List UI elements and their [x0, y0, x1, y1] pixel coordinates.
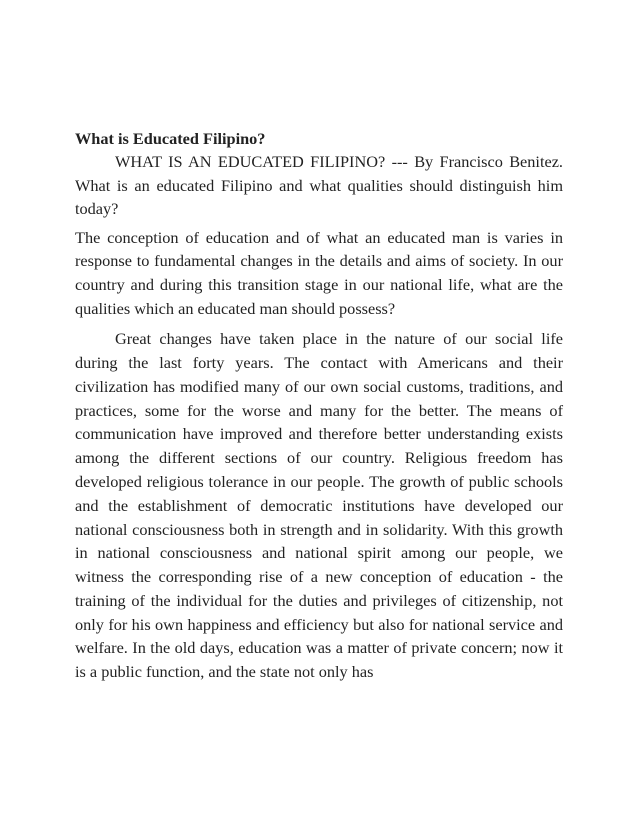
document-title: What is Educated Filipino? [75, 129, 266, 148]
paragraph-conception: The conception of education and of what an educated man is varies in response to fundamental changes in the details and aims of society. In our country and during this transition stage in our national life, what are the qualities which an educated man should possess? [75, 227, 563, 319]
paragraph-great-changes: Great changes have taken place in the nature of our social life during the last forty years. The contact with Americans and their civilization has modified many of our own social customs, traditions, and practices, some for the worse and many for the better. The means of communication have improved and therefore better understanding exists among the different sections of our country. Religious freedom has developed religious tolerance in our people. The growth of public schools and the establishment of democratic institutions have developed our national consciousness both in strength and in solidarity. With this growth in national consciousness and national spirit among our people, we witness the corresponding rise of a new conception of education - the training of the individual for the duties and privileges of citizenship, not only for his own happiness and efficiency but also for national service and welfare. In the old days, education was a matter of private concern; now it is a public function, and the state not only has [75, 329, 563, 682]
paragraph-intro: WHAT IS AN EDUCATED FILIPINO? --- By Francisco Benitez. What is an educated Filipino and what qualities should distinguish him today? [75, 152, 563, 218]
document-page [75, 128, 563, 684]
